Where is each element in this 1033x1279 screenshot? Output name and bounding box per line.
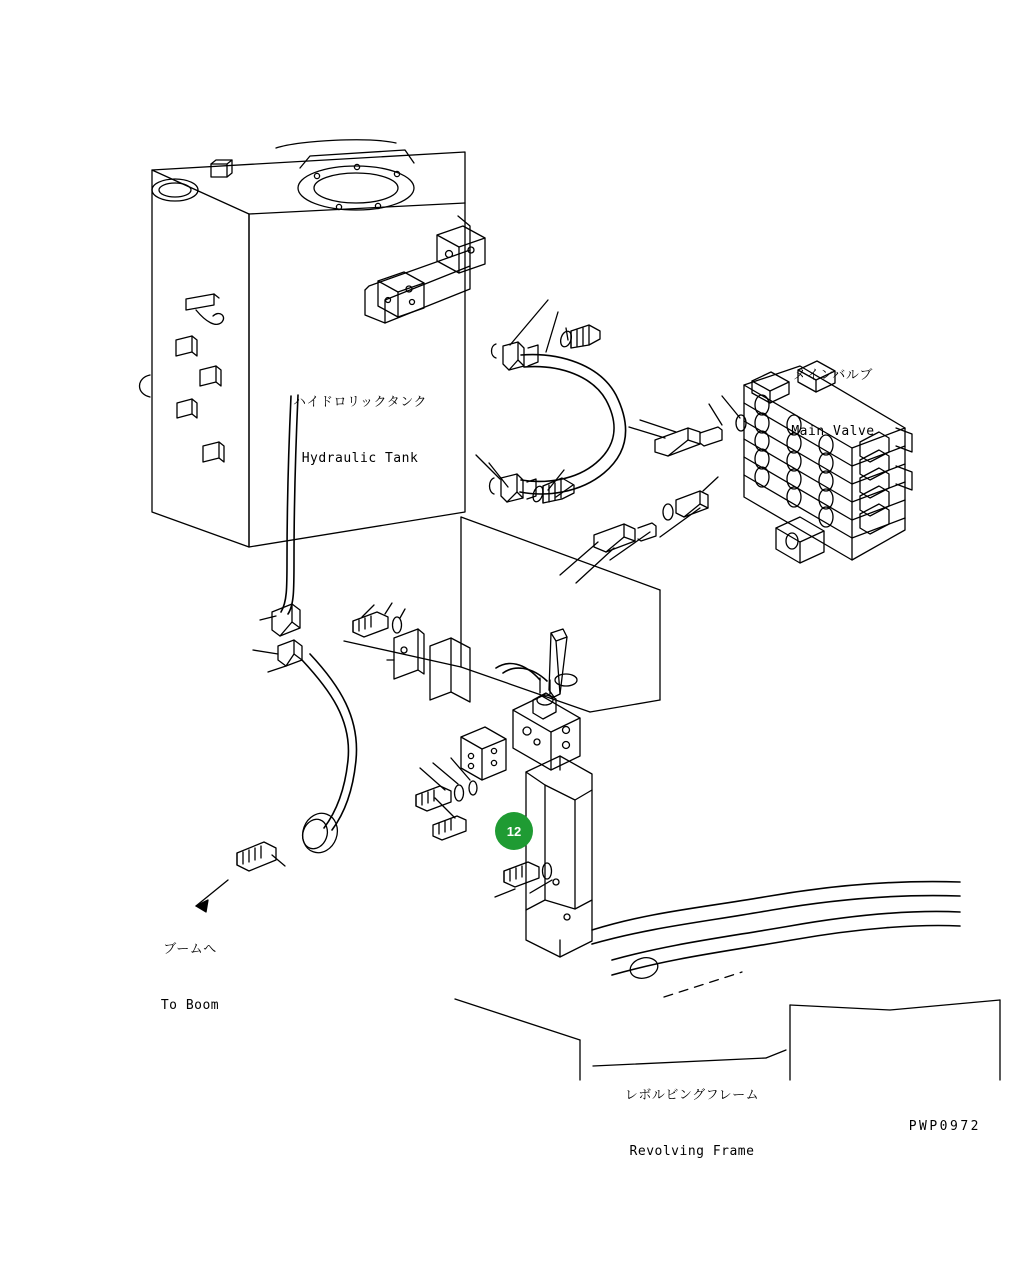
adapter-parts-mid bbox=[629, 396, 746, 456]
bolt-assembly-upper bbox=[559, 325, 600, 348]
revolving-frame-label-en: Revolving Frame bbox=[629, 1144, 755, 1160]
main-valve-label bbox=[778, 328, 888, 481]
bolt-assembly-center-left bbox=[416, 758, 477, 840]
frame-reference-dashed bbox=[664, 972, 742, 997]
hydraulic-tank-label bbox=[290, 355, 430, 508]
hydraulic-tank-label-en: Hydraulic Tank bbox=[301, 451, 419, 467]
drawing-code: PWP0972 bbox=[908, 1119, 981, 1134]
valve-mount-bracket bbox=[526, 756, 592, 957]
left-small-cube bbox=[461, 727, 506, 780]
revolving-frame-label-jp: レボルビングフレーム bbox=[624, 1088, 760, 1103]
hose-clamp bbox=[628, 955, 660, 982]
tank-upper-cube bbox=[437, 226, 485, 273]
bolt-assembly-lower-center bbox=[495, 862, 552, 897]
to-boom-label-en: To Boom bbox=[160, 998, 220, 1014]
bolt-assembly-frame-left bbox=[353, 603, 405, 637]
tank-bracket-cube bbox=[378, 272, 424, 317]
lower-right-hoses bbox=[592, 882, 960, 975]
center-valve-block bbox=[496, 664, 580, 770]
hydraulic-tank-label-jp: ハイドロリックタンク bbox=[293, 395, 427, 410]
callout-12[interactable]: 12 bbox=[495, 812, 533, 850]
main-valve-label-jp: メインバルブ bbox=[793, 368, 873, 383]
revolving-frame-label bbox=[617, 1048, 767, 1201]
hose-fitting-upper-left bbox=[492, 342, 539, 370]
hose-fitting-upper-left-lower bbox=[490, 474, 537, 502]
adapter-parts-mid-2 bbox=[560, 477, 718, 583]
leader-lines-upper bbox=[476, 300, 573, 497]
to-boom-label-jp: ブームへ bbox=[163, 942, 217, 957]
to-boom-label bbox=[145, 902, 235, 1055]
vertical-bolt-center bbox=[549, 629, 577, 697]
main-valve-label-en: Main Valve bbox=[791, 424, 875, 440]
upper-hydraulic-hose bbox=[520, 355, 626, 494]
tank-top-details bbox=[152, 140, 414, 210]
frame-upright-panel bbox=[387, 629, 470, 702]
